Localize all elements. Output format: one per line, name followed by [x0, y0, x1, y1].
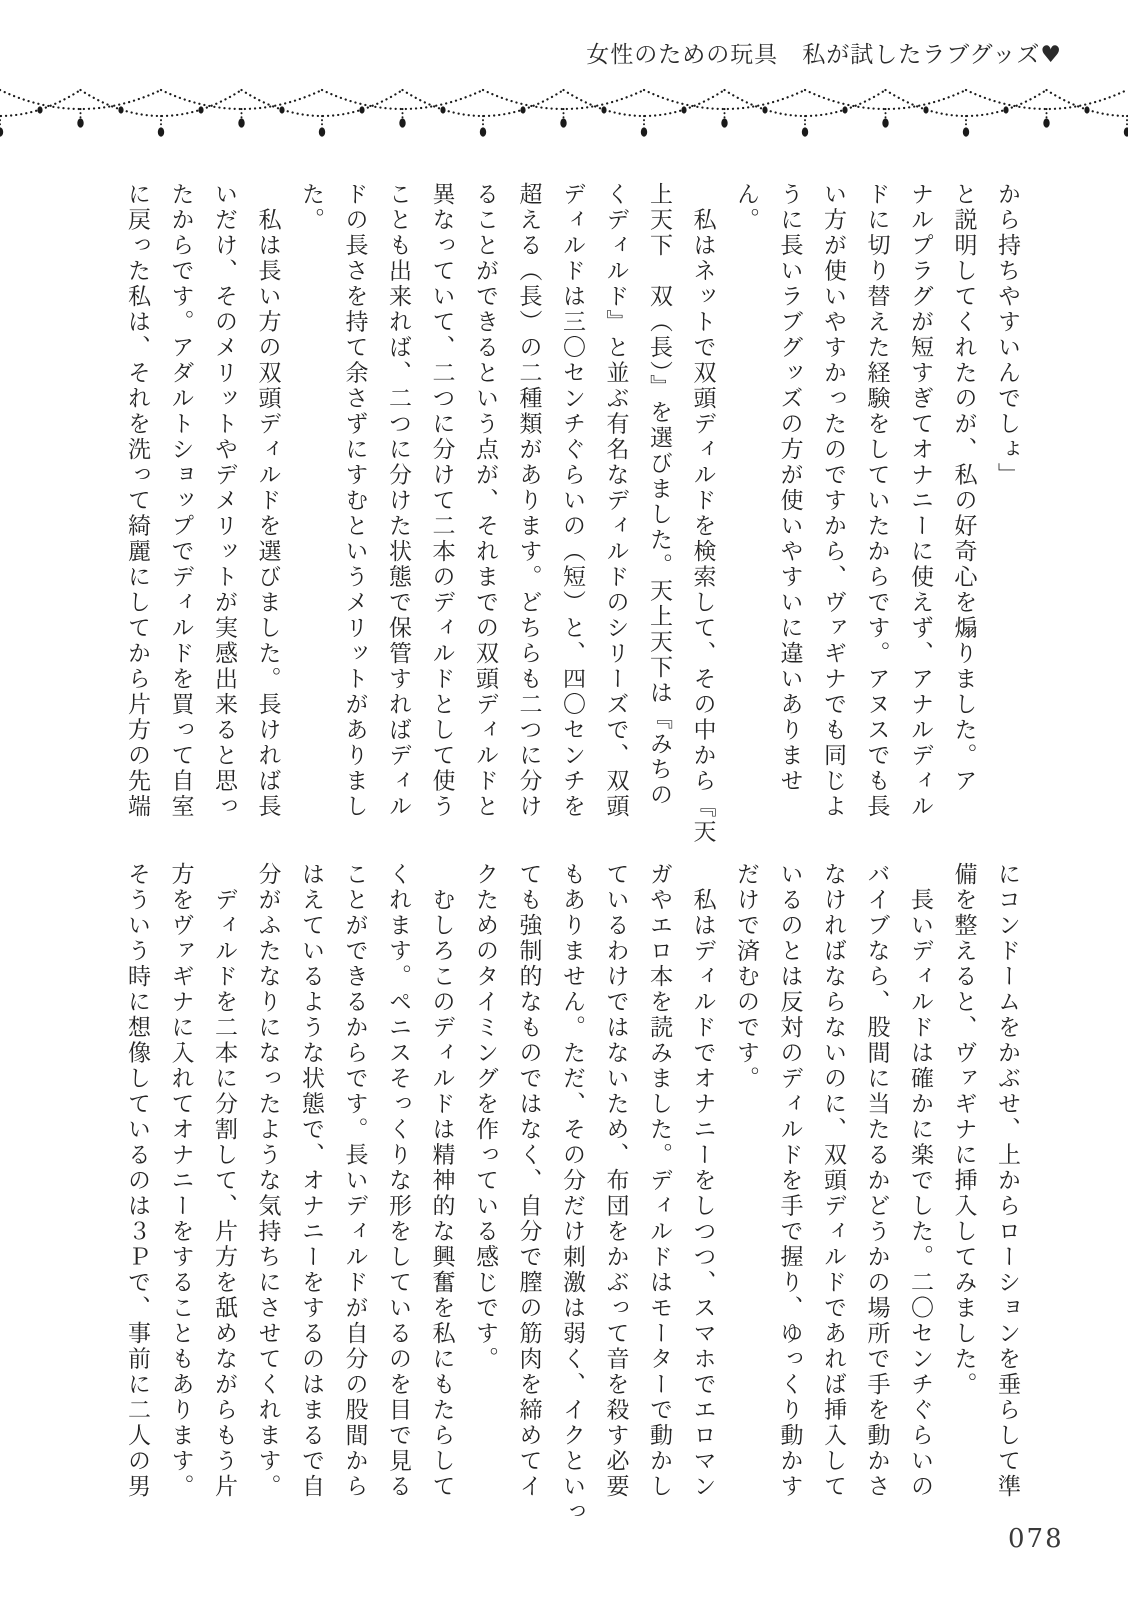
- text-column: むしろこのディルドは精神的な興奮を私にもたらして: [428, 862, 455, 1500]
- text-column: バイブなら、股間に当たるかどうかの場所で手を動かさ: [863, 862, 890, 1500]
- text-column: はえているような状態で、オナニーをするのはまるで自: [298, 862, 324, 1500]
- text-column: ガやエロ本を読みました。ディルドはモーターで動かし: [646, 862, 672, 1500]
- text-column: 上天下 双（長）』を選びました。天上天下は『みちの: [646, 182, 672, 808]
- text-column: にコンドームをかぶせ、上からローションを垂らして準: [994, 862, 1020, 1500]
- text-column: 私はネットで双頭ディルドを検索して、その中から『天: [689, 182, 716, 845]
- text-column: いるのとは反対のディルドを手で握り、ゆっくり動かす: [776, 862, 803, 1500]
- text-column: くれます。ペニスそっくりな形をしているのを目で見る: [385, 862, 411, 1500]
- text-column: ことができるからです。長いディルドが自分の股間から: [341, 862, 368, 1500]
- vertical-text-block-top: [115, 182, 1029, 882]
- text-column: ることができるという点が、それまでの双頭ディルドと: [472, 182, 498, 820]
- text-column: ことも出来れば、二つに分けた状態で保管すればディル: [385, 182, 411, 820]
- garland-decoration: [0, 80, 1128, 160]
- text-column: 私はディルドでオナニーをしつつ、スマホでエロマン: [689, 862, 716, 1500]
- text-column: 備を整えると、ヴァギナに挿入してみました。: [950, 862, 977, 1398]
- text-column: 長いディルドは確かに楽でした。二〇センチぐらいの: [907, 862, 933, 1500]
- page-number: 078: [1008, 1524, 1064, 1554]
- text-column: ドの長さを持て余さずにすむというメリットがありまし: [341, 182, 368, 820]
- text-column: ドに切り替えた経験をしていたからです。アヌスでも長: [863, 182, 890, 820]
- text-column: 私は長い方の双頭ディルドを選びました。長ければ長: [254, 182, 281, 820]
- text-column: クためのタイミングを作っている感じです。: [472, 862, 498, 1372]
- text-column: だけで済むのです。: [733, 862, 759, 1092]
- text-column: ん。: [733, 182, 759, 233]
- text-column: なければならないのに、双頭ディルドであれば挿入して: [820, 862, 846, 1500]
- text-column: ディルドは三〇センチぐらいの（短）と、四〇センチを: [559, 182, 585, 820]
- text-column: うに長いラブグッズの方が使いやすいに違いありませ: [776, 182, 803, 794]
- text-column: 異なっていて、二つに分けて二本のディルドとして使う: [428, 182, 455, 820]
- text-column: い方が使いやすかったのですから、ヴァギナでも同じよ: [820, 182, 846, 820]
- text-column: もありません。ただ、その分だけ刺激は弱く、イクといっ: [559, 862, 585, 1525]
- text-column: 方をヴァギナに入れてオナニーをすることもあります。: [167, 862, 194, 1500]
- text-column: 分がふたなりになったような気持ちにさせてくれます。: [254, 862, 281, 1500]
- text-column: た。: [298, 182, 324, 233]
- text-column: ナルプラグが短すぎてオナニーに使えず、アナルディル: [907, 182, 933, 820]
- text-column: と説明してくれたのが、私の好奇心を煽りました。ア: [950, 182, 977, 794]
- text-column: 超える（長）の二種類があります。どちらも二つに分け: [515, 182, 542, 820]
- text-column: ても強制的なものではなく、自分で膣の筋肉を締めてイ: [515, 862, 542, 1500]
- text-column: ディルドを二本に分割して、片方を舐めながらもう片: [211, 862, 237, 1500]
- text-column: いだけ、そのメリットやデメリットが実感出来ると思っ: [211, 182, 237, 820]
- text-column: そういう時に想像しているのは３Ｐで、事前に二人の男: [124, 862, 150, 1500]
- text-column: くディルド』と並ぶ有名なディルドのシリーズで、双頭: [602, 182, 629, 820]
- vertical-text-block-bottom: [115, 862, 1029, 1562]
- text-column: たからです。アダルトショップでディルドを買って自室: [167, 182, 194, 820]
- text-column: に戻った私は、それを洗って綺麗にしてから片方の先端: [124, 182, 150, 820]
- text-column: ているわけではないため、布団をかぶって音を殺す必要: [602, 862, 629, 1500]
- text-column: から持ちやすいんでしょ」: [994, 182, 1020, 488]
- page-header-title: 女性のための玩具 私が試したラブグッズ♥: [586, 42, 1062, 68]
